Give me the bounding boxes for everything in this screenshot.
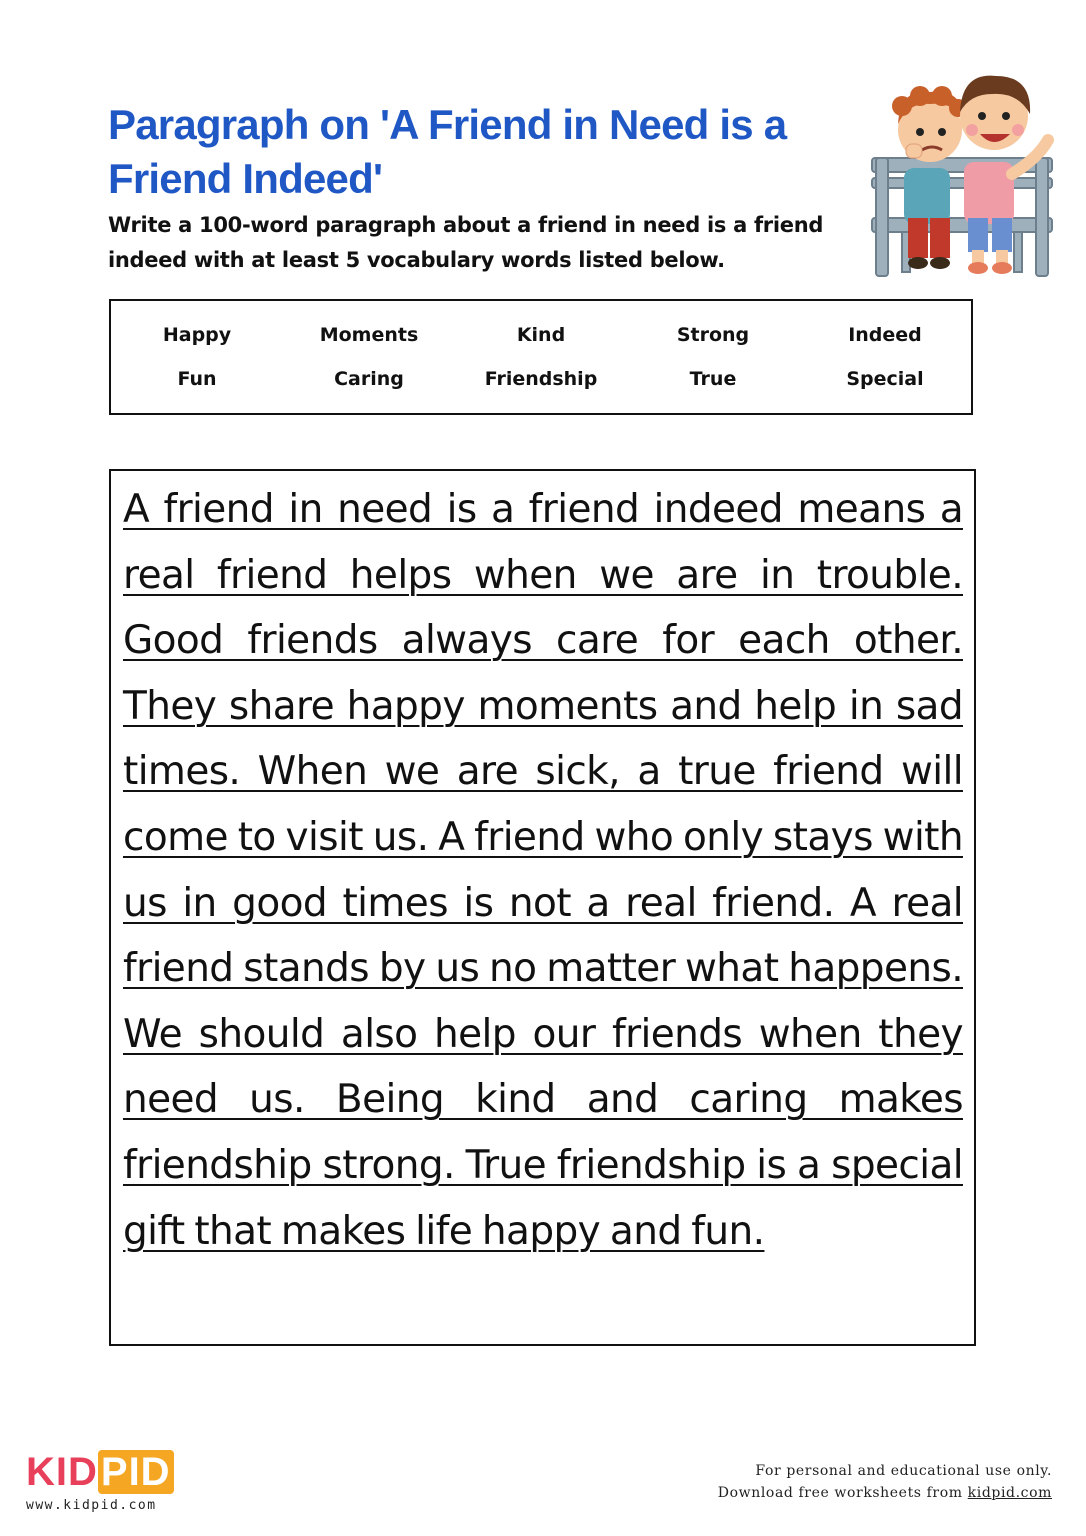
footer-download-prefix: Download free worksheets from	[717, 1485, 968, 1501]
vocab-word: Caring	[334, 368, 404, 390]
paragraph-box	[109, 469, 976, 1346]
footer-line-download	[718, 1482, 1052, 1504]
logo-url: www.kidpid.com	[26, 1498, 157, 1513]
footer-kidpid-link[interactable]: kidpid.com	[967, 1485, 1052, 1501]
vocabulary-box	[109, 299, 973, 415]
friends-illustration-icon	[862, 58, 1062, 282]
vocab-word: True	[689, 368, 737, 390]
logo-brand-pid: PID	[98, 1450, 174, 1494]
vocab-word: Friendship	[484, 368, 598, 390]
vocab-word: Kind	[516, 324, 566, 346]
logo-brand-kid: KID	[26, 1450, 98, 1494]
vocab-word: Strong	[676, 324, 750, 346]
vocab-word: Happy	[162, 324, 232, 346]
footer-notice	[718, 1460, 1052, 1504]
vocab-word: Special	[846, 368, 924, 390]
vocab-word: Moments	[319, 324, 419, 346]
paragraph-text: A friend in need is a friend indeed means a real friend helps when we are in trouble. Good friends always care for each other. They share happy moments and help in sad times. When we are sick, a true friend will come to visit us. A friend who only stays with us in good times is not a real friend. A real friend stands by us no matter what happens. We should also help our friends when they need us. Being kind and caring makes friendship strong. True friendship is a special gift that makes life happy and fun.	[123, 487, 963, 1254]
instructions-text: Write a 100-word paragraph about a friend in need is a friend indeed with at least 5 vocabulary words listed below.	[108, 213, 824, 272]
vocab-word: Indeed	[848, 324, 922, 346]
footer-line-usage: For personal and educational use only.	[755, 1463, 1052, 1479]
page-title: Paragraph on 'A Friend in Need is a Friend Indeed'	[108, 101, 787, 202]
kidpid-logo[interactable]	[26, 1452, 176, 1514]
vocab-word: Fun	[177, 368, 217, 390]
